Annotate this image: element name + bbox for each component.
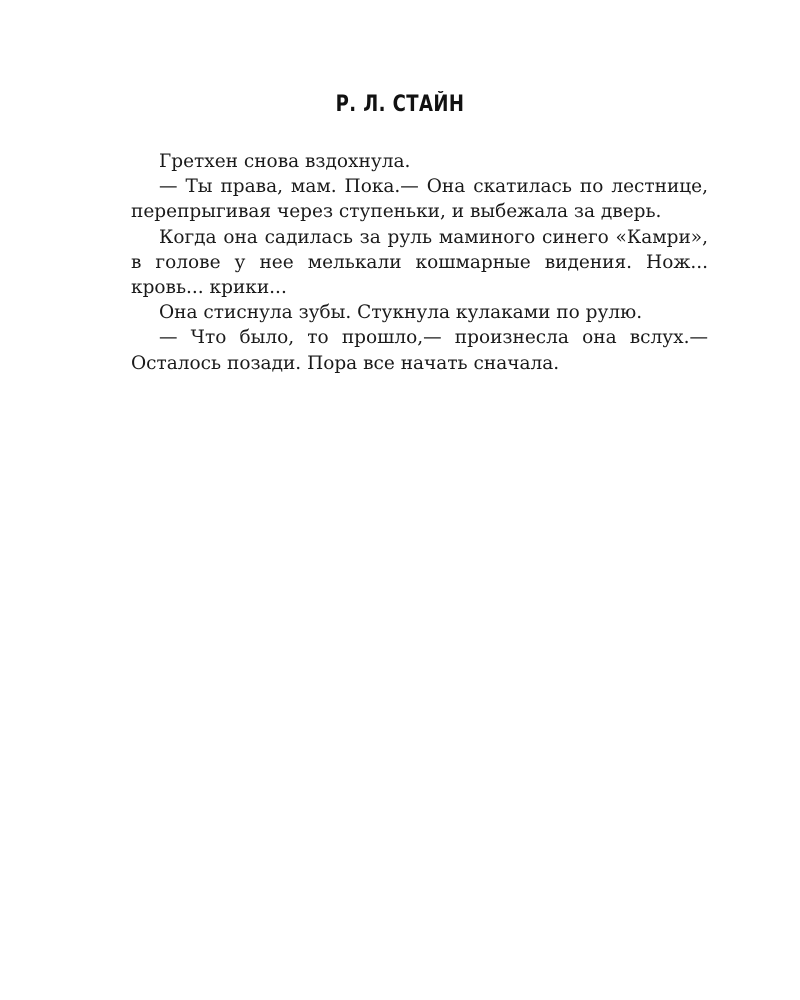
paragraph: — Ты права, мам. Пока.— Она скатилась по лестнице, перепрыгивая через ступеньки, и выбежала за дверь. — [131, 176, 708, 223]
paragraph: Она стиснула зубы. Стукнула кулаками по рулю. — [159, 302, 643, 324]
paragraph: — Что было, то прошло,— произнесла она вслух.— Осталось позади. Пора все начать сначала. — [131, 327, 708, 374]
paragraph: Гретхен снова вздохнула. — [159, 151, 411, 172]
body-text — [131, 149, 708, 376]
paragraph: Когда она садилась за руль маминого синего «Камри», в голове у нее мелькали кошмарные видения. Нож... кровь... крики... — [131, 226, 708, 299]
running-head-author: Р. Л. СТАЙН — [335, 92, 465, 117]
